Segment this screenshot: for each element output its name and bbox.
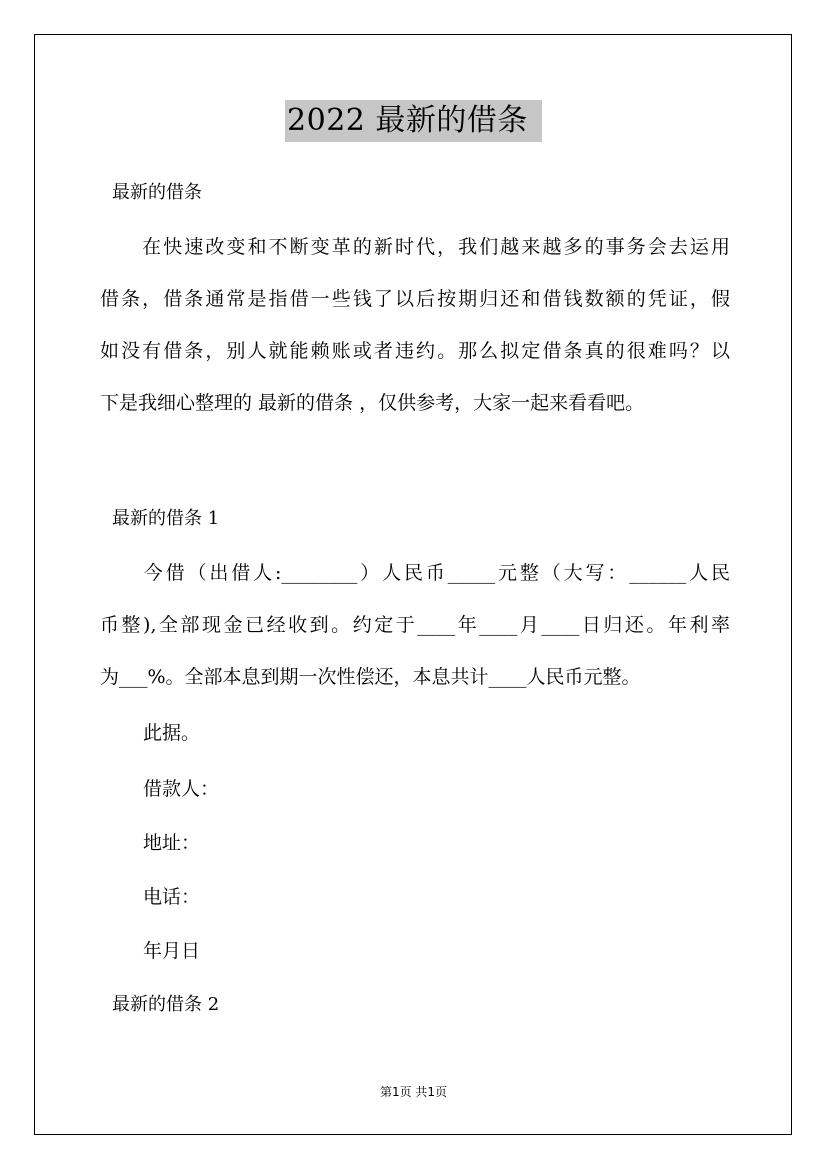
note1-line: 币整),全部现金已经收到。约定于____年____月____日归还。年利率: [100, 614, 730, 636]
intro-line: 下是我细心整理的 最新的借条 ，仅供参考，大家一起来看看吧。: [100, 392, 645, 414]
intro-line: 借条，借条通常是指借一些钱了以后按期归还和借钱数额的凭证，假: [100, 288, 730, 310]
page-footer: 第1页 共1页: [379, 1085, 448, 1099]
title-container: [0, 100, 827, 142]
note2-heading: 最新的借条 2: [112, 994, 220, 1015]
phone-label: 电话：: [143, 886, 201, 908]
intro-paragraph: [100, 230, 730, 438]
note1-line: 今借（出借人:________）人民币_____元整（大写：______人民: [100, 562, 730, 584]
note1-paragraph: [100, 556, 730, 712]
address-label: 地址：: [143, 832, 201, 854]
note1-heading: 最新的借条 1: [112, 508, 220, 529]
ci-ju-text: 此据。: [143, 722, 201, 744]
intro-line: 如没有借条，别人就能赖账或者违约。那么拟定借条真的很难吗？以: [100, 340, 730, 362]
section-heading: 最新的借条: [112, 182, 202, 203]
date-label: 年月日: [143, 940, 201, 962]
intro-line: 在快速改变和不断变革的新时代，我们越来越多的事务会去运用: [100, 236, 730, 258]
borrower-label: 借款人：: [143, 778, 220, 800]
note1-line: 为___%。全部本息到期一次性偿还，本息共计____人民币元整。: [100, 666, 641, 688]
document-title: 2022 最新的借条: [285, 100, 542, 142]
